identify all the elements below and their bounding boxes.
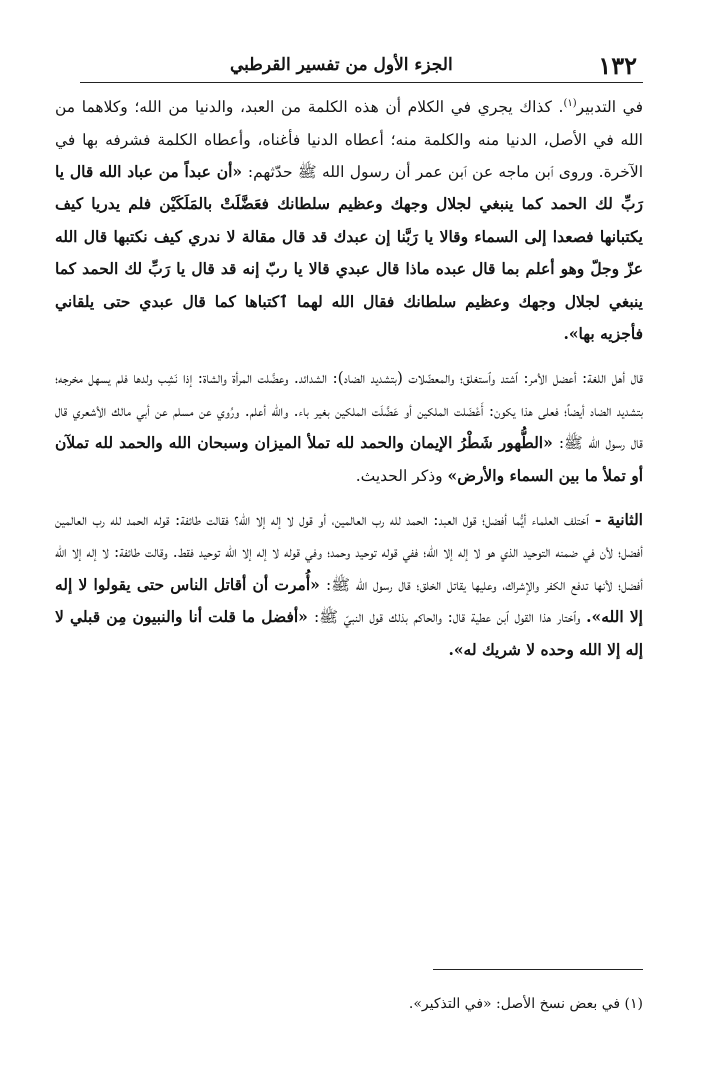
paragraph-1 xyxy=(55,88,643,350)
paragraph-text: وذكر الحديث. xyxy=(355,466,448,485)
hadith-quote: «أُمرت أن أقاتل الناس حتى يقولوا لا إله إلا الله». xyxy=(55,574,643,627)
hadith-quote: «أن عبداً من عباد الله قال يا رَبِّ لك الحمد كما ينبغي لجلال وجهك وعظيم سلطانك فعَضَّلَتْ بالمَلَكَيْن فلم يدريا كيف يكتبانها فصعدا إلى السماء وقالا يا رَبَّنا إن عبدك قد قال مقالة لا ندري كيف نكتبها قال الله عزّ وجلّ وهو أعلم بما قال عبده ماذا قال عبدي قالا يا ربّ إنه قد قال يا رَبِّ لك الحمد كما ينبغي لجلال وجهك وعظيم سلطانك فقال الله لهما ٱكتباها كما قال عبدي حتى يلقاني فأجزيه بها». xyxy=(55,161,643,343)
footnote-divider xyxy=(433,969,643,970)
main-text xyxy=(55,88,643,666)
hadith-quote: «الطُّهور شَطْرُ الإيمان والحمد لله تملأ الميزان وسبحان الله والحمد لله تملآن أو تملأ ما بين السماء والأرض» xyxy=(55,433,643,485)
footnote xyxy=(120,996,643,1012)
paragraph-gap xyxy=(55,350,643,362)
hadith-quote: «أفضل ما قلت أنا والنبيون مِن قبلي لا إله إلا الله وحده لا شريك له». xyxy=(55,607,643,659)
footnote-reference: (١) xyxy=(563,98,577,109)
paragraph-text: في التدبير xyxy=(576,98,643,117)
paragraph-2 xyxy=(55,362,643,492)
section-heading: الثانية - xyxy=(588,510,643,530)
paragraph-text: ٱختلف العلماء أيُّما أفضل؛ قول العبد: الحمد لله رب العالمين، أو قول لا إله إلا الله؟ فقالت طائفة: قوله الحمد لله رب العالمين أفضل؛ لأن في ضمنه التوحيد الذي هو لا إله إلا الله؛ ففي قوله توحيد وحمد؛ وفي قوله لا إله إلا الله توحيد فقط. وقالت طائفة: لا إله إلا الله أفضل؛ لأنها تدفع الكفر والإشراك، وعليها يقاتل الخلق؛ قال رسول الله ﷺ: xyxy=(55,511,643,594)
footnote-text: في بعض نسخ الأصل: «في التذكير». xyxy=(408,996,625,1012)
paragraph-text: . كذاك يجري في الكلام أن هذه الكلمة من العبد، والدنيا من الله؛ وكلاهما من الله في الأصل، الدنيا منه والكلمة منه؛ أعطاه الدنيا فأغناه، وأعطاه الكلمة فشرفه بها في الآخرة. وروى ٱبن ماجه عن ٱبن عمر أن رسول الله ﷺ حدّثهم: xyxy=(55,98,644,181)
footnote-marker: (١) xyxy=(624,996,643,1012)
paragraph-3 xyxy=(55,504,643,666)
paragraph-text: وٱختار هذا القول ٱبن عطية قال: والحاكم بذلك قول النبيّ ﷺ: xyxy=(314,608,587,627)
running-title: الجزء الأول من تفسير القرطبي xyxy=(230,55,453,75)
paragraph-gap xyxy=(55,492,643,504)
paragraph-text: قال أهل اللغة: أعضل الأمر: ٱشتد وٱستغلق؛ والمعضّلات (بتشديد الضاد): الشدائد. وعضَّلت المرأة والشاة: إذا نَشِب ولدها فلم يسهل مخرجه؛ بتشديد الضاد أيضاً؛ فعلى هذا يكون: أَعْضَلت الملكين أو عَضَّلَت الملكين بغير باء. والله أعلم. ورُوي عن مسلم عن أبي مالك الأشعري قال قال رسول الله ﷺ: xyxy=(55,369,643,453)
page-header xyxy=(80,48,643,83)
page-number: ١٣٢ xyxy=(598,50,637,80)
